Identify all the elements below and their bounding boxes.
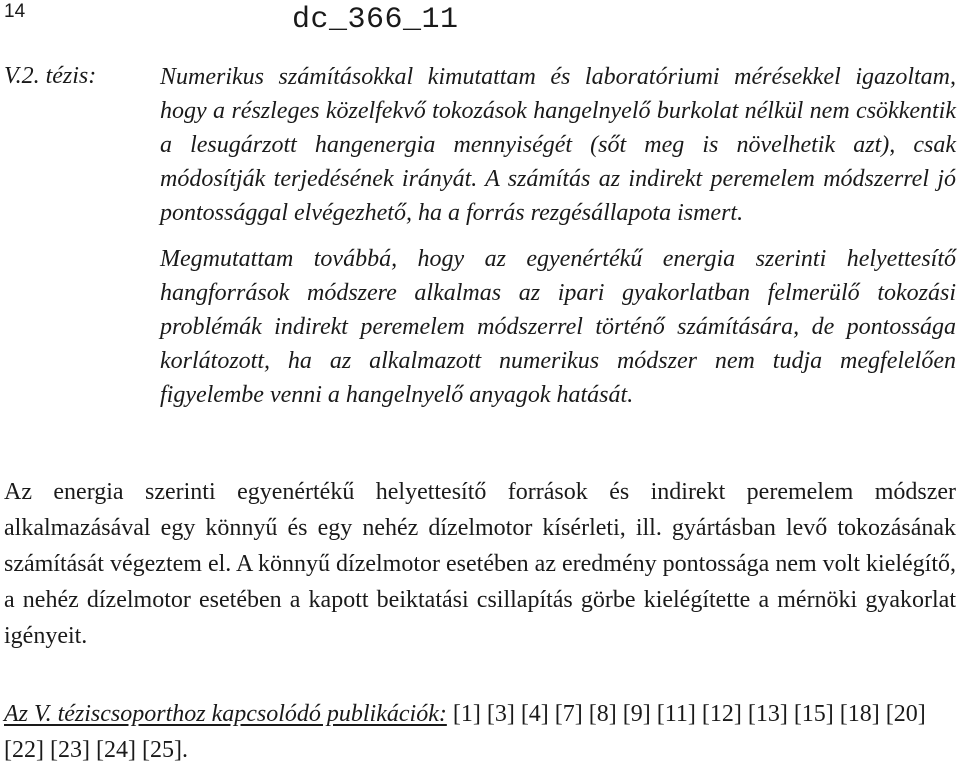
publications-label: Az V. téziscsoporthoz kapcsolódó publikációk:: [4, 701, 447, 727]
publications-paragraph: [4, 696, 956, 768]
thesis-body: [160, 60, 956, 412]
summary-paragraph: Az energia szerinti egyenértékű helyettesítő források és indirekt peremelem módszer alkalmazásával egy könnyű és egy nehéz dízelmotor kísérleti, ill. gyártásban levő tokozásának számítását végeztem el. A könnyű dízelmotor esetében az eredmény pontossága nem volt kielégítő, a nehéz dízelmotor esetében a kapott beiktatási csillapítás görbe kielégítette a mérnöki gyakorlat igényeit.: [4, 479, 956, 649]
thesis-paragraph-2: Megmutattam továbbá, hogy az egyenértékű energia szerinti helyettesítő hangforrások módszere alkalmas az ipari gyakorlatban felmerülő tokozási problémák indirekt peremelem módszerrel történő számítására, de pontossága korlátozott, ha az alkalmazott numerikus módszer nem tudja megfelelően figyelembe venni a hangelnyelő anyagok hatását.: [160, 246, 956, 408]
thesis-paragraph-1: Numerikus számításokkal kimutattam és laboratóriumi mérésekkel igazoltam, hogy a részleges közelfekvő tokozások hangelnyelő burkolat nélkül nem csökkentik a lesugárzott hangenergia mennyiségét (sőt meg is növelhetik azt), csak módosítják terjedésének irányát. A számítás az indirekt peremelem módszerrel jó pontossággal elvégezhető, ha a forrás rezgésállapota ismert.: [160, 64, 956, 226]
page-number: 14: [4, 1, 26, 22]
thesis-label: V.2. tézis:: [4, 63, 97, 89]
publications-refs: [1] [3] [4] [7] [8] [9] [11] [12] [13] [15] [18] [20] [22] [23] [24] [25].: [4, 701, 926, 763]
document-id: dc_366_11: [292, 3, 459, 37]
